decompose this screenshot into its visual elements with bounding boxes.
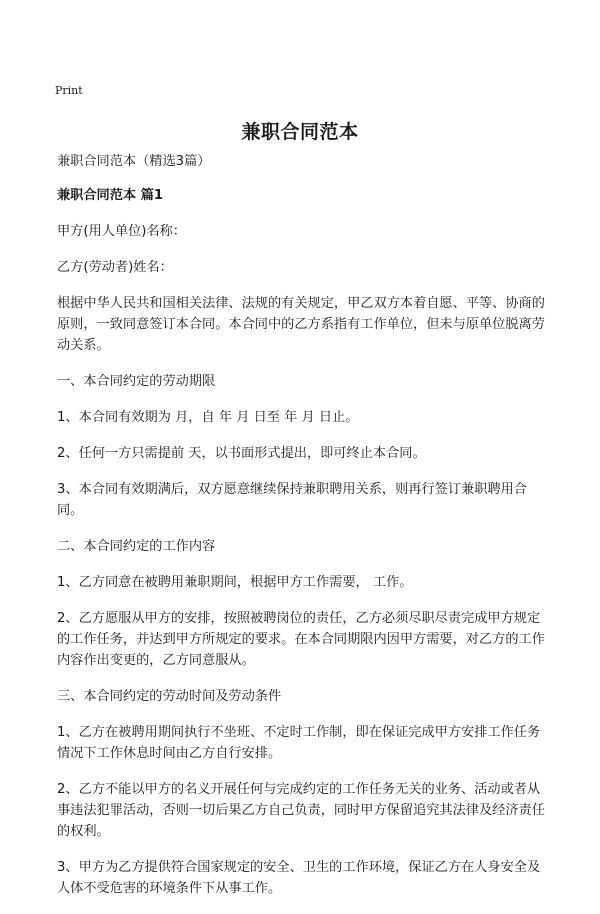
clause-term-2: 2、任何一方只需提前 天，以书面形式提出，即可终止本合同。 (57, 446, 426, 461)
clause-work-content-1: 1、乙方同意在被聘用兼职期间，根据甲方工作需要， 工作。 (57, 575, 413, 590)
print-link[interactable]: Print (55, 84, 83, 97)
clause-work-time-3: 3、甲方为乙方提供符合国家规定的安全、卫生的工作环境，保证乙方在人身安全及人体不受危害的环境条件下从事工作。 (57, 860, 541, 896)
clause-heading-work-time: 三、本合同约定的劳动时间及劳动条件 (57, 689, 282, 704)
document-body (57, 151, 547, 914)
paragraph-party-a: 甲方(用人单位)名称： (57, 224, 186, 239)
clause-heading-term: 一、本合同约定的劳动期限 (57, 374, 216, 389)
section-heading: 兼职合同范本 篇1 (57, 188, 164, 203)
document-subtitle: 兼职合同范本（精选3篇） (57, 154, 211, 169)
clause-work-content-2: 2、乙方愿服从甲方的安排，按照被聘岗位的责任，乙方必须尽职尽责完成甲方规定的工作任务，并达到甲方所规定的要求。在本合同期限内因甲方需要，对乙方的工作内容作出变更的，乙方同意服从。 (57, 611, 545, 668)
clause-work-time-2: 2、乙方不能以甲方的名义开展任何与完成约定的工作任务无关的业务、活动或者从事违法犯罪活动，否则一切后果乙方自己负责，同时甲方保留追究其法律及经济责任的权利。 (57, 782, 545, 839)
clause-heading-work-content: 二、本合同约定的工作内容 (57, 539, 216, 554)
clause-work-time-1: 1、乙方在被聘用期间执行不坐班、不定时工作制，即在保证完成甲方安排工作任务情况下工作休息时间由乙方自行安排。 (57, 725, 541, 761)
paragraph-party-b: 乙方(劳动者)姓名： (57, 260, 173, 275)
clause-term-1: 1、本合同有效期为 月，自 年 月 日至 年 月 日止。 (57, 410, 359, 425)
paragraph-preamble: 根据中华人民共和国相关法律、法规的有关规定，甲乙双方本着自愿、平等、协商的原则，一致同意签订本合同。本合同中的乙方系指有工作单位，但未与原单位脱离劳动关系。 (57, 296, 545, 353)
clause-term-3: 3、本合同有效期满后，双方愿意继续保持兼职聘用关系，则再行签订兼职聘用合同。 (57, 482, 527, 518)
document-title: 兼职合同范本 (241, 121, 359, 143)
